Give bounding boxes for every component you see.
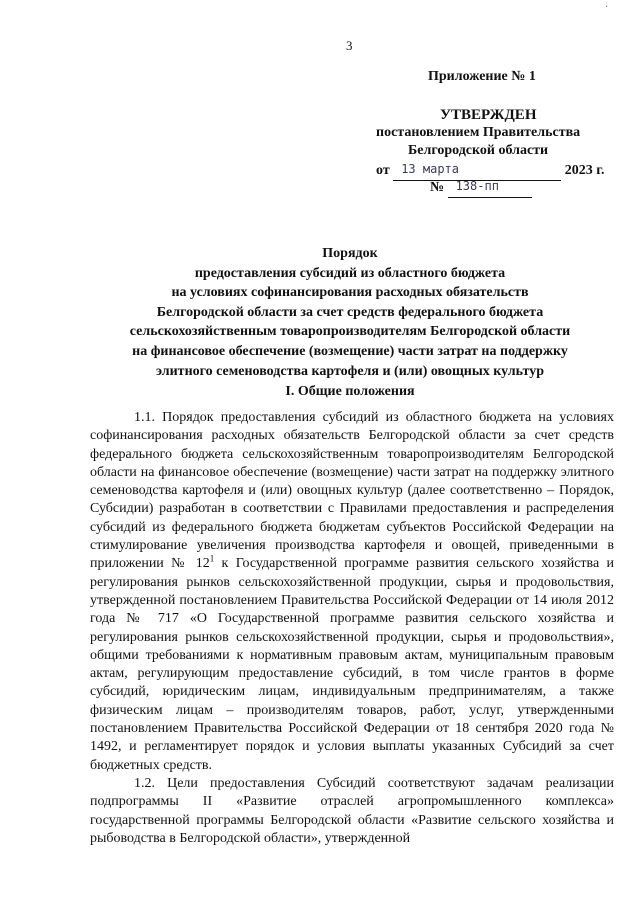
footnote-superscript: 1 bbox=[209, 553, 215, 564]
title-line: Белгородской области за счет средств федерального бюджета bbox=[156, 304, 544, 320]
paragraph-1-2: 1.2. Цели предоставления Субсидий соответствуют задачам реализации подпрограммы II «Развитие отраслей агропромышленного комплекса» государственной программы Белгородской области «Развитие сельского хозяйства и рыбоводства в Белгородской области», утвержденной bbox=[90, 775, 614, 846]
number-prefix: № bbox=[430, 180, 445, 195]
approved-line1: постановлением Правительства bbox=[376, 125, 581, 140]
paragraph-1-1 bbox=[90, 409, 614, 775]
title-line: элитного семеноводства картофеля и (или) овощных культур bbox=[155, 363, 545, 379]
document-title bbox=[100, 244, 600, 381]
date-suffix: 2023 г. bbox=[564, 163, 605, 178]
paragraph-1-1-part2: к Государственной программе развития сельского хозяйства и регулирования рынков сельскохозяйственной продукции, сырья и продовольствия, утвержденной постановлением Правительства Российской Федерации от 14 июля 2012 года № 717 «О Государственной программе развития сельского хозяйства и регулирования рынков сельскохозяйственной продукции, сырья и продовольствия», общими требованиями к нормативным правовым актам, муниципальным правовым актам, регулирующим предоставление субсидий, в том числе грантов в форме субсидий, юридическим лицам, индивидуальным предпринимателям, а также физическим лицам – производителям товаров, работ, услуг, утвержденными постановлением Правительства Российской Федерации от 18 сентября 2020 года № 1492, и регламентирует порядок и условия выплаты указанных Субсидий за счет бюджетных средств. bbox=[90, 556, 614, 773]
approval-number bbox=[430, 178, 532, 198]
appendix-label: Приложение № 1 bbox=[428, 69, 536, 84]
section-heading: I. Общие положения bbox=[285, 384, 415, 399]
title-line: на условиях софинансирования расходных обязательств bbox=[171, 285, 529, 301]
page-number: 3 bbox=[346, 38, 353, 53]
title-line: предоставления субсидий из областного бюджета bbox=[194, 265, 506, 281]
title-line: Порядок bbox=[322, 246, 378, 261]
title-line: сельскохозяйственным товаропроизводителям Белгородской области bbox=[129, 324, 571, 340]
approved-heading: УТВЕРЖДЕН bbox=[440, 107, 537, 123]
date-handwritten: 13 марта bbox=[401, 162, 459, 176]
body-text bbox=[90, 409, 614, 848]
paragraph-1-1-part1: 1.1. Порядок предоставления субсидий из областного бюджета на условиях софинансирования расходных обязательств Белгородской области за счет средств федерального бюджета сельскохозяйственным товаропроизводителям Белгородской области на финансовое обеспечение (возмещение) части затрат на поддержку элитного семеноводства картофеля и (или) овощных культур (далее соответственно – Порядок, Субсидии) разработан в соответствии с Правилами предоставления и распределения субсидий из федерального бюджета бюджетам субъектов Российской Федерации на стимулирование увеличения производства картофеля и овощей, приведенными в приложении № 12 bbox=[90, 410, 614, 572]
corner-mark: · bbox=[605, 2, 609, 13]
number-handwritten: 138-пп bbox=[455, 179, 499, 193]
number-field bbox=[448, 178, 532, 198]
title-line: на финансовое обеспечение (возмещение) части затрат на поддержку bbox=[132, 343, 568, 359]
approved-line2: Белгородской области bbox=[408, 143, 549, 158]
date-prefix: от bbox=[376, 163, 390, 178]
